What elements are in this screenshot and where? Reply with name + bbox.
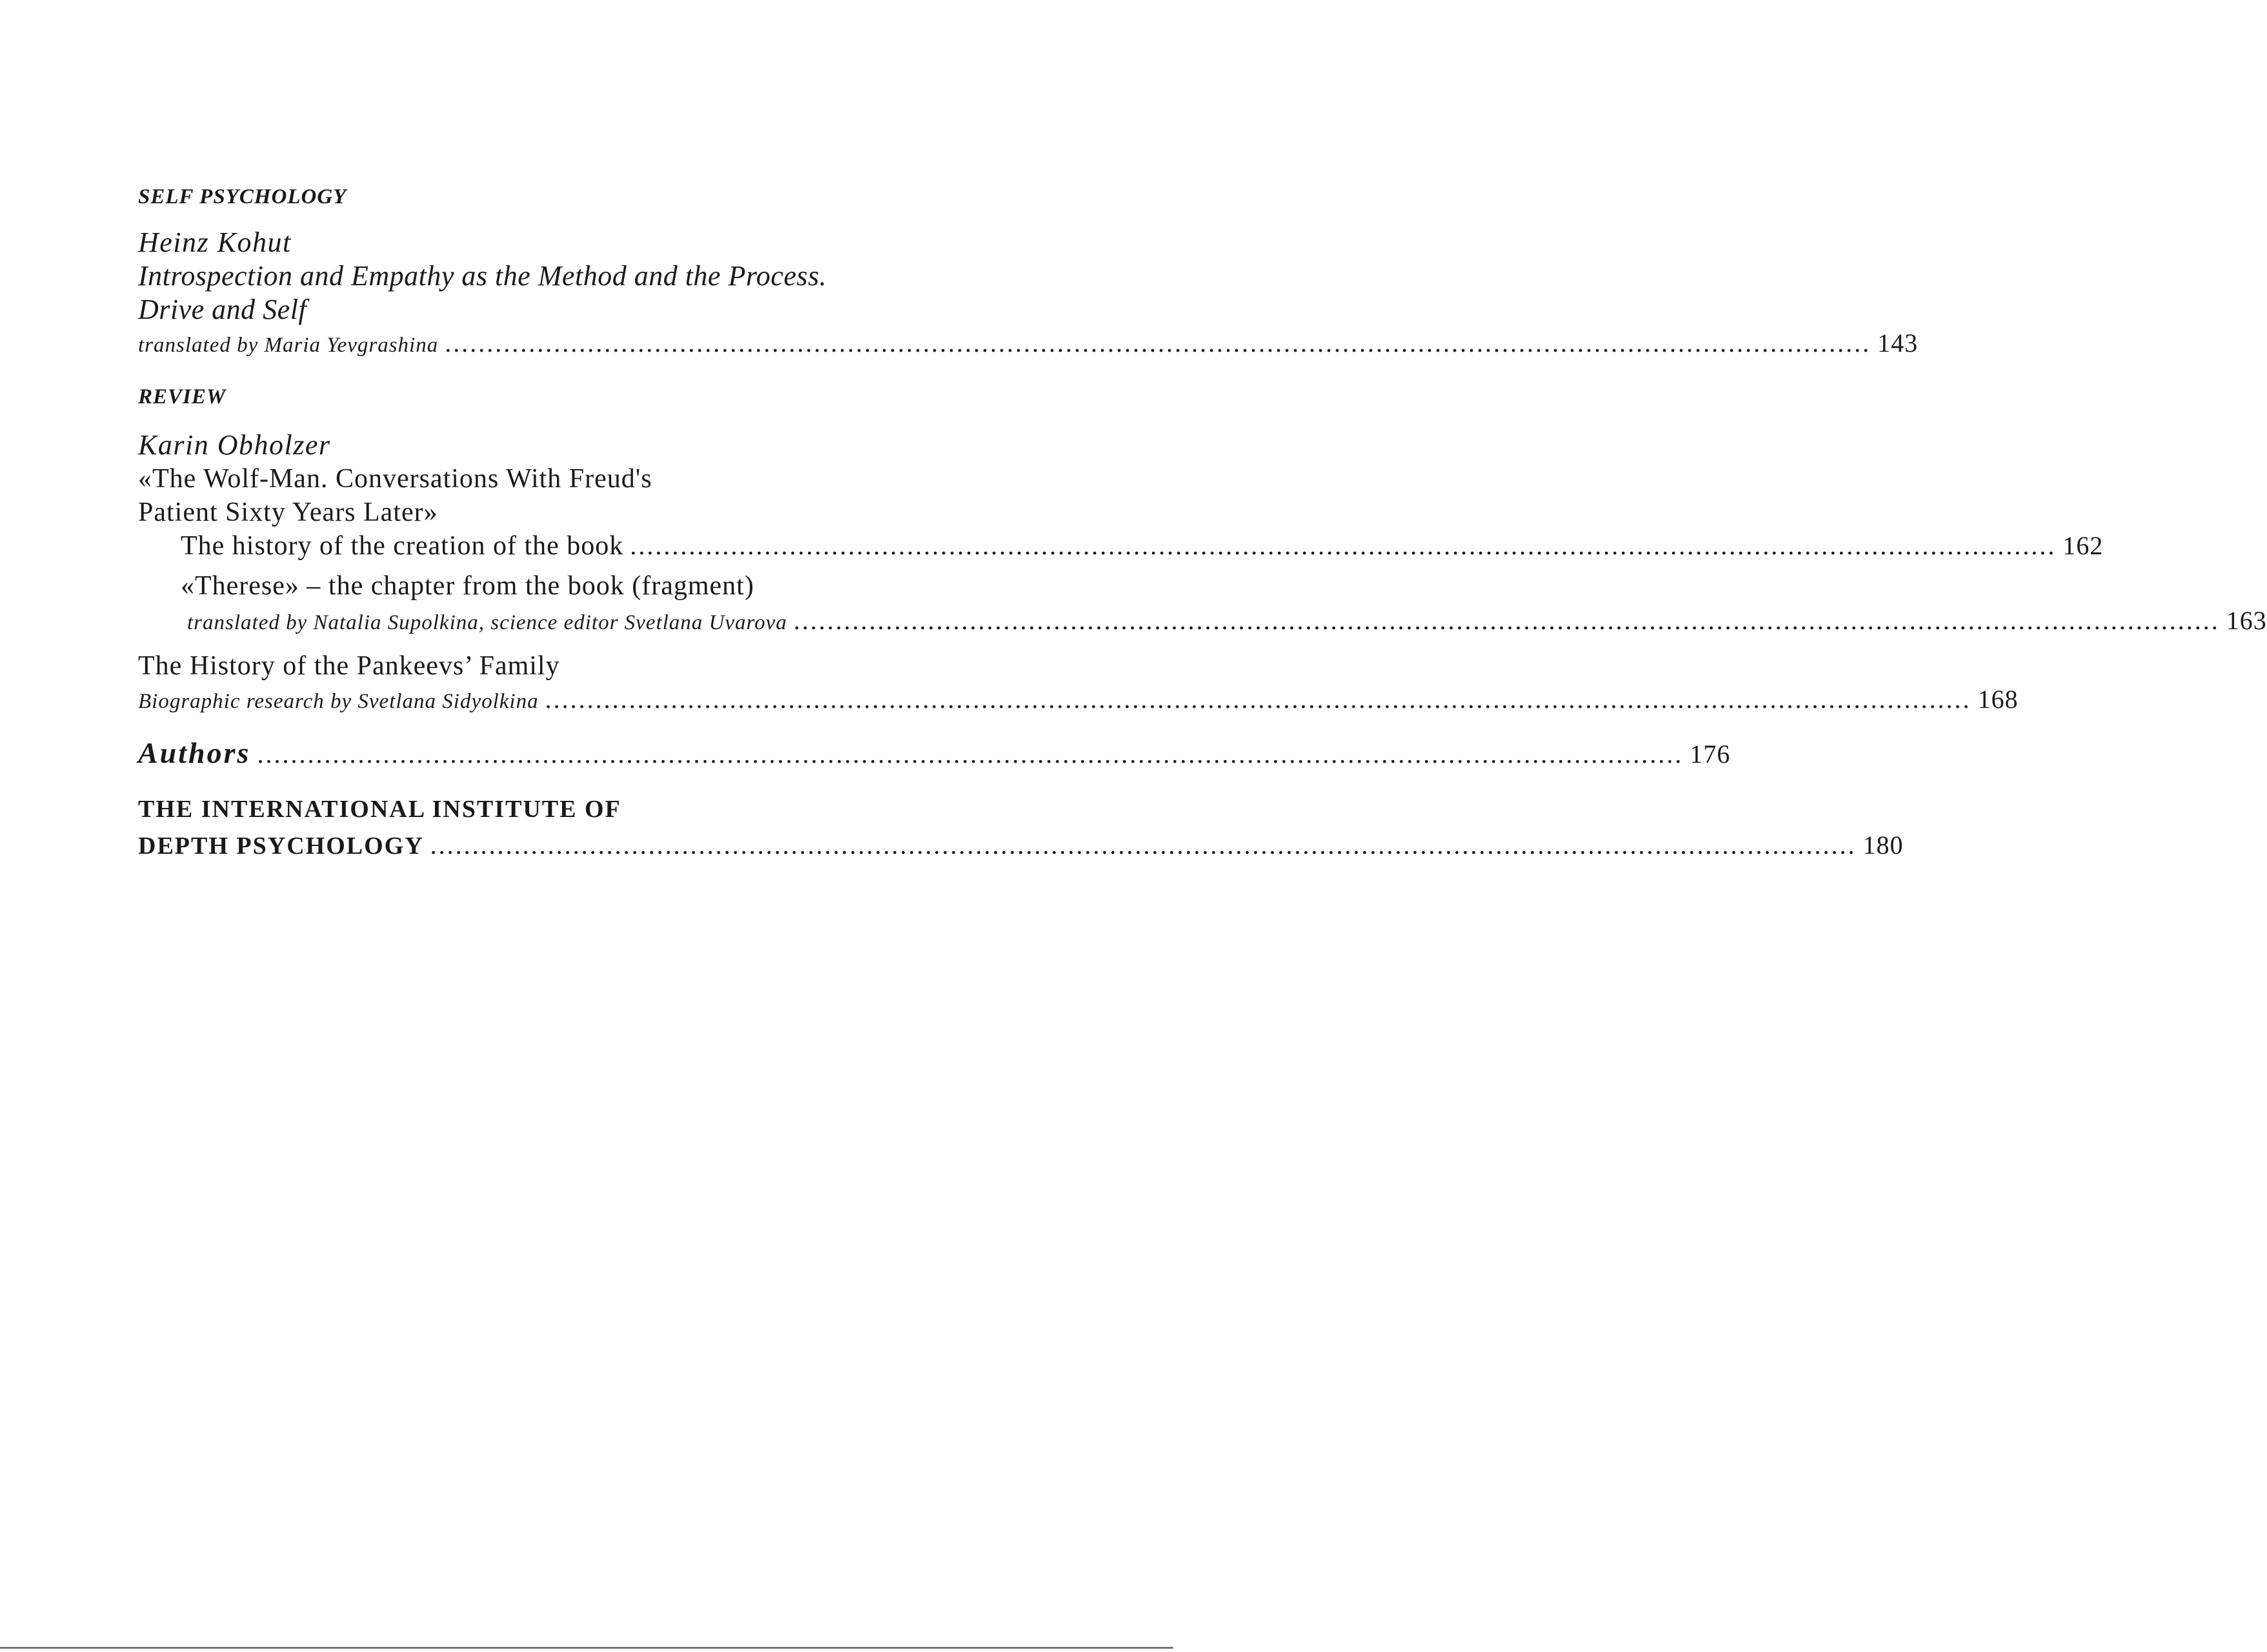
section-label-self-psychology: SELF PSYCHOLOGY bbox=[138, 185, 347, 208]
leader-dots: .......................................................................................................................................................................... bbox=[257, 740, 1684, 769]
toc-entry-therese[interactable] bbox=[187, 605, 2267, 636]
entry-title-line: Patient Sixty Years Later» bbox=[138, 498, 438, 527]
entry-title-line: «The Wolf-Man. Conversations With Freud's bbox=[138, 464, 652, 494]
entry-credit: translated by Natalia Supolkina, science editor Svetlana Uvarova bbox=[187, 611, 787, 634]
institute-title-line: DEPTH PSYCHOLOGY bbox=[138, 832, 424, 860]
authors-label: Authors bbox=[138, 736, 251, 769]
toc-entry-history-of-book[interactable] bbox=[181, 530, 2104, 561]
entry-credit: Biographic research by Svetlana Sidyolkina bbox=[138, 690, 539, 713]
entry-author: Karin Obholzer bbox=[138, 429, 331, 461]
page-number: 176 bbox=[1689, 740, 1731, 769]
leader-dots: .......................................................................................................................................................................... bbox=[430, 831, 1857, 860]
bottom-rule bbox=[0, 1647, 1173, 1649]
entry-title: The history of the creation of the book bbox=[181, 531, 624, 561]
section-label-review: REVIEW bbox=[138, 385, 227, 408]
leader-dots: .......................................................................................................................................................................... bbox=[793, 606, 2220, 635]
leader-dots: .......................................................................................................................................................................... bbox=[545, 685, 1971, 714]
page-number: 168 bbox=[1977, 685, 2019, 714]
toc-entry-institute[interactable] bbox=[138, 830, 1904, 860]
page-number: 163 bbox=[2226, 606, 2267, 635]
toc-entry-authors[interactable] bbox=[138, 736, 1731, 770]
toc-entry-pankeevs[interactable] bbox=[138, 684, 2019, 714]
entry-title-line: Drive and Self bbox=[138, 294, 307, 325]
page-number: 143 bbox=[1877, 328, 1919, 358]
page-number: 180 bbox=[1862, 831, 1904, 860]
institute-title-line: THE INTERNATIONAL INSTITUTE OF bbox=[138, 796, 621, 823]
entry-credit: translated by Maria Yevgrashina bbox=[138, 334, 439, 357]
toc-entry-kohut[interactable] bbox=[138, 328, 1919, 358]
leader-dots: .......................................................................................................................................................................... bbox=[630, 531, 2057, 560]
entry-title-pankeevs[interactable]: The History of the Pankeevs’ Family bbox=[138, 651, 560, 681]
entry-title-therese[interactable]: «Therese» – the chapter from the book (fragment) bbox=[181, 571, 754, 601]
entry-author: Heinz Kohut bbox=[138, 227, 292, 258]
entry-title-line: Introspection and Empathy as the Method and the Process. bbox=[138, 260, 827, 292]
leader-dots: .......................................................................................................................................................................... bbox=[445, 328, 1871, 358]
page-number: 162 bbox=[2062, 531, 2104, 560]
